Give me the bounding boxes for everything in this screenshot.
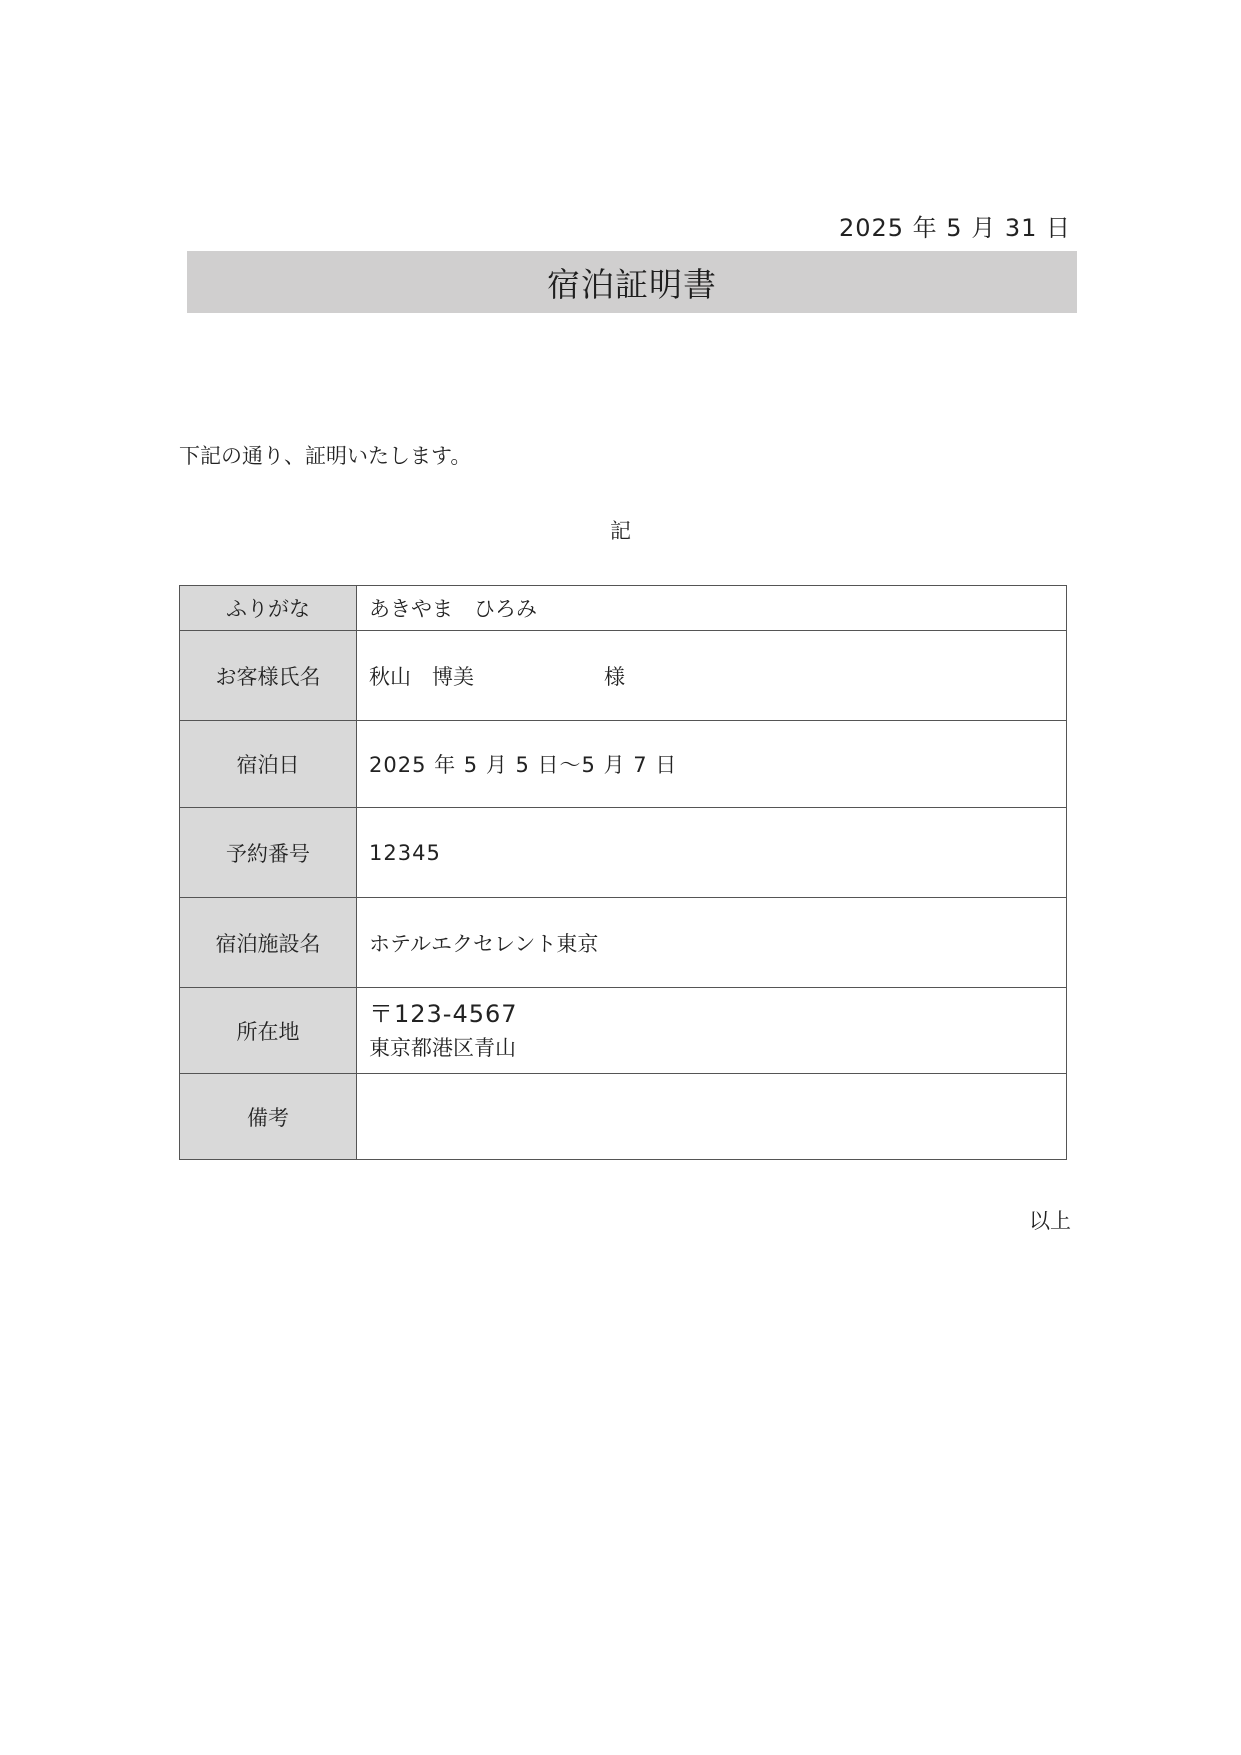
- intro-text: 下記の通り、証明いたします。: [179, 444, 472, 468]
- label-reservation-number: 予約番号: [180, 808, 357, 898]
- closing-text: 以上: [1029, 1209, 1071, 1233]
- table-row: [180, 898, 1067, 988]
- label-guest-name: お客様氏名: [180, 631, 357, 721]
- value-facility-name: ホテルエクセレント東京: [357, 898, 1067, 988]
- document-title: 宿泊証明書: [547, 264, 717, 304]
- address: 東京都港区青山: [369, 1035, 516, 1060]
- honorific-suffix: 様: [604, 664, 625, 689]
- value-remarks: [357, 1074, 1067, 1160]
- value-guest-name-cell: [357, 631, 1067, 721]
- table-row: [180, 631, 1067, 721]
- table-row: [180, 1074, 1067, 1160]
- table-row: [180, 988, 1067, 1074]
- value-stay-date: 2025 年 5 月 5 日～5 月 7 日: [357, 721, 1067, 808]
- ki-heading: 記: [610, 519, 631, 543]
- table-row: [180, 586, 1067, 631]
- table-row: [180, 721, 1067, 808]
- value-furigana: あきやま ひろみ: [357, 586, 1067, 631]
- postal-code: 〒123-4567: [369, 999, 518, 1028]
- label-facility-name: 宿泊施設名: [180, 898, 357, 988]
- label-stay-date: 宿泊日: [180, 721, 357, 808]
- table-row: [180, 808, 1067, 898]
- value-location-cell: [357, 988, 1067, 1074]
- label-location: 所在地: [180, 988, 357, 1074]
- title-bar: [187, 251, 1077, 313]
- label-remarks: 備考: [180, 1074, 357, 1160]
- label-furigana: ふりがな: [180, 586, 357, 631]
- issue-date: 2025 年 5 月 31 日: [838, 214, 1071, 242]
- value-guest-name: 秋山 博美: [369, 664, 474, 689]
- certificate-table: [179, 585, 1067, 1160]
- value-reservation-number: 12345: [357, 808, 1067, 898]
